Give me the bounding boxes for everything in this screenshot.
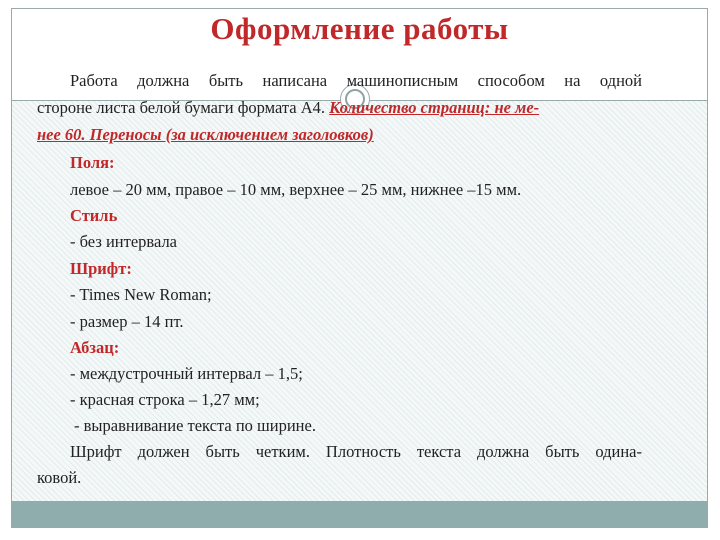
text-line-2 <box>37 98 643 118</box>
final-line-1: Шрифт должен быть четким. Плотность текста должна быть одина- <box>70 442 642 461</box>
style-value: - без интервала <box>70 232 178 251</box>
fields-value: левое – 20 мм, правое – 10 мм, верхнее – 25 мм, нижнее –15 мм. <box>70 180 522 199</box>
final-line-2: ковой. <box>37 468 82 487</box>
style-heading: Стиль <box>70 206 118 225</box>
font-value-2: - размер – 14 пт. <box>70 312 184 331</box>
hyphenation-note: нее 60. Переносы (за исключением заголовков) <box>37 125 374 144</box>
paragraph-heading: Абзац: <box>70 338 120 357</box>
text-line-2-plain: стороне листа белой бумаги формата А4. <box>37 98 326 117</box>
page-count-note: Количество страниц: не ме- <box>329 98 540 117</box>
font-heading: Шрифт: <box>70 259 132 278</box>
paragraph-value-2: - красная строка – 1,27 мм; <box>70 390 260 409</box>
paragraph-value-3: - выравнивание текста по ширине. <box>74 416 316 435</box>
page-title: Оформление работы <box>210 11 509 46</box>
text-line-3 <box>37 125 374 145</box>
text-line-1: Работа должна быть написана машинописным способом на одной <box>70 71 642 90</box>
font-value-1: - Times New Roman; <box>70 285 212 304</box>
paragraph-value-1: - междустрочный интервал – 1,5; <box>70 364 303 383</box>
fields-heading: Поля: <box>70 153 115 172</box>
